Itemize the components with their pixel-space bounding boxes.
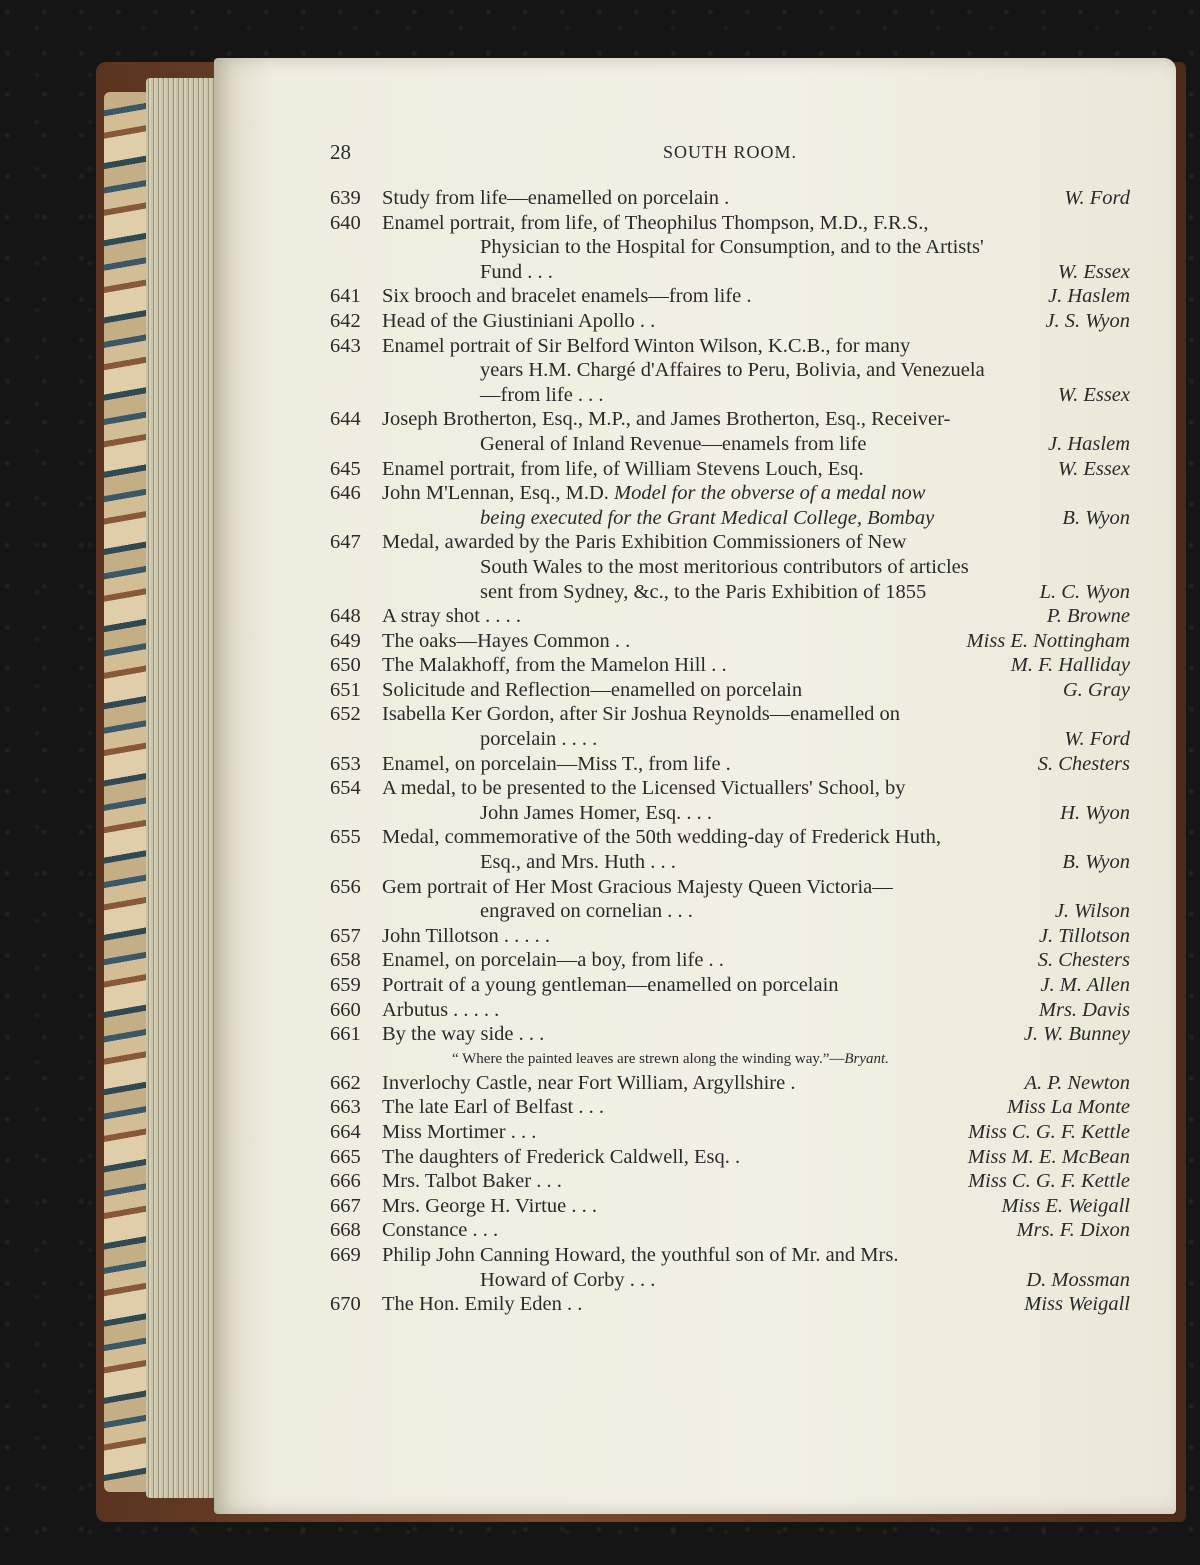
entry-title — [382, 948, 1030, 973]
catalogue-entry — [330, 1022, 1130, 1047]
entry-number: 639 — [330, 187, 361, 209]
artist-name: J. S. Wyon — [1045, 309, 1130, 332]
artist-name: Mrs. Davis — [1038, 998, 1130, 1021]
entry-title — [382, 555, 1130, 580]
entry-title-text: The daughters of Frederick Caldwell, Esq. . — [382, 1145, 741, 1168]
catalogue-entry — [330, 998, 1130, 1023]
entry-number: 650 — [330, 654, 361, 677]
artist-name: Miss E. Nottingham — [966, 629, 1130, 652]
entry-line — [330, 1218, 1130, 1243]
entry-title-text: Joseph Brotherton, Esq., M.P., and James Brotherton, Esq., Receiver- — [382, 408, 951, 431]
entry-title — [382, 678, 1055, 703]
entry-title — [382, 457, 1050, 482]
entry-title — [382, 604, 1039, 629]
entry-title-text: John James Homer, Esq. . . . — [480, 801, 713, 824]
entry-title — [382, 1292, 1016, 1317]
entry-title — [382, 1169, 960, 1194]
entry-title — [382, 1243, 1130, 1268]
entry-number: 644 — [330, 408, 361, 431]
entry-number: 658 — [330, 949, 361, 972]
entry-number: 642 — [330, 309, 361, 332]
entry-line — [330, 727, 1130, 752]
entry-line — [330, 407, 1130, 432]
entry-line — [330, 580, 1130, 605]
entry-title-text: The Malakhoff, from the Mamelon Hill . . — [382, 654, 727, 677]
entry-title-text: Enamel portrait of Sir Belford Winton Wilson, K.C.B., for many — [382, 334, 911, 357]
artist-name: H. Wyon — [1060, 801, 1130, 824]
entry-note: Model for the obverse of a medal now — [608, 482, 926, 505]
catalogue-entry — [330, 457, 1130, 482]
entry-title — [382, 580, 1032, 605]
entry-title — [382, 629, 959, 654]
entry-line — [330, 825, 1130, 850]
entry-title — [382, 899, 1047, 924]
catalogue-entry — [330, 825, 1130, 874]
entry-title — [382, 875, 1130, 900]
entry-title-text: John Tillotson . . . . . — [382, 924, 551, 947]
entry-line — [330, 1169, 1130, 1194]
artist-name: S. Chesters — [1037, 949, 1130, 972]
artist-name: L. C. Wyon — [1039, 580, 1130, 603]
artist-name: M. F. Halliday — [1010, 654, 1130, 677]
entry-line — [330, 309, 1130, 334]
entry-title-text: A stray shot . . . . — [382, 605, 521, 628]
entry-title — [382, 1095, 999, 1120]
entry-line — [330, 801, 1130, 826]
entry-number: 654 — [330, 777, 361, 800]
entry-line — [330, 1292, 1130, 1317]
artist-name: Mrs. F. Dixon — [1016, 1219, 1130, 1242]
entry-number: 659 — [330, 974, 361, 996]
catalogue-entry — [330, 604, 1130, 629]
entry-line — [330, 998, 1130, 1023]
artist-name: J. Tillotson — [1038, 924, 1130, 947]
catalogue-entry — [330, 334, 1130, 408]
entry-line — [330, 924, 1130, 949]
artist-name: Miss Weigall — [1024, 1293, 1130, 1316]
entry-title-text: Philip John Canning Howard, the youthful son of Mr. and Mrs. — [382, 1243, 899, 1266]
catalogue-entry — [330, 678, 1130, 703]
entry-title — [382, 850, 1054, 875]
entry-title-text: Howard of Corby . . . — [480, 1268, 656, 1291]
entry-line — [330, 973, 1130, 998]
entry-number: 664 — [330, 1120, 361, 1143]
artist-name: W. Essex — [1057, 260, 1130, 283]
entry-title — [382, 1071, 1016, 1096]
entry-number: 656 — [330, 875, 361, 898]
catalogue-entry — [330, 752, 1130, 777]
entry-number: 670 — [330, 1293, 361, 1316]
quotation-text: “ Where the painted leaves are strewn along the winding way.”— — [452, 1050, 845, 1067]
artist-name: W. Essex — [1057, 383, 1130, 406]
artist-name: W. Ford — [1064, 187, 1130, 209]
entry-number: 641 — [330, 285, 361, 308]
entry-line — [330, 604, 1130, 629]
entry-title-text: Enamel portrait, from life, of William Stevens Louch, Esq. — [382, 457, 864, 480]
entry-title-text: The Hon. Emily Eden . . — [382, 1293, 583, 1316]
catalogue-entry — [330, 924, 1130, 949]
catalogue-entry — [330, 973, 1130, 998]
page-number: 28 — [330, 140, 351, 164]
entry-line — [330, 1268, 1130, 1293]
catalogue-entry — [330, 309, 1130, 334]
catalogue-entry — [330, 407, 1130, 456]
entry-line — [330, 1022, 1130, 1047]
entry-line — [330, 948, 1130, 973]
artist-name: S. Chesters — [1037, 752, 1130, 775]
entry-title — [382, 998, 1031, 1023]
entry-number: 649 — [330, 629, 361, 652]
entry-title-text: General of Inland Revenue—enamels from life — [480, 432, 867, 455]
artist-name: B. Wyon — [1062, 851, 1130, 874]
entry-number: 668 — [330, 1219, 361, 1242]
entry-line — [330, 1145, 1130, 1170]
entry-title-text: Esq., and Mrs. Huth . . . — [480, 851, 676, 874]
entry-title — [382, 284, 1040, 309]
catalogue-entry — [330, 530, 1130, 604]
entry-title — [382, 1145, 960, 1170]
entry-number: 667 — [330, 1194, 361, 1217]
entry-title-text: years H.M. Chargé d'Affaires to Peru, Bolivia, and Venezuela — [480, 359, 985, 382]
entry-line — [330, 530, 1130, 555]
entry-line — [330, 432, 1130, 457]
entry-title — [382, 235, 1130, 260]
catalogue-entry — [330, 481, 1130, 530]
entry-line — [330, 506, 1130, 531]
entry-number: 647 — [330, 531, 361, 554]
artist-name: J. W. Bunney — [1023, 1023, 1130, 1046]
entry-number: 657 — [330, 924, 361, 947]
entry-number: 651 — [330, 678, 361, 701]
entry-number: 669 — [330, 1243, 361, 1266]
entry-title — [382, 383, 1050, 408]
entry-title — [382, 973, 1032, 998]
entry-title — [382, 358, 1130, 383]
entry-title — [382, 653, 1003, 678]
entry-title-text: Constance . . . — [382, 1219, 499, 1242]
running-head: SOUTH ROOM. — [662, 142, 797, 162]
catalogue-entry — [330, 186, 1130, 211]
catalogue-entry — [330, 1292, 1130, 1317]
page-header — [330, 140, 1130, 172]
entry-title — [382, 702, 1130, 727]
artist-name: W. Ford — [1064, 728, 1130, 751]
entry-title — [382, 1268, 1018, 1293]
artist-name: P. Browne — [1046, 605, 1130, 628]
artist-name: Miss E. Weigall — [1001, 1194, 1130, 1217]
entry-line — [330, 260, 1130, 285]
entry-title-text: Portrait of a young gentleman—enamelled on porcelain — [382, 974, 839, 996]
catalogue-entry — [330, 211, 1130, 285]
entry-line — [330, 899, 1130, 924]
artist-name: W. Essex — [1057, 457, 1130, 480]
entry-line — [330, 653, 1130, 678]
entry-number: 655 — [330, 826, 361, 849]
entry-title — [382, 334, 1130, 359]
entry-title — [382, 530, 1130, 555]
entry-title — [382, 506, 1054, 531]
artist-name: J. Haslem — [1048, 432, 1130, 455]
entry-title-text: Miss Mortimer . . . — [382, 1120, 537, 1143]
entry-line — [330, 186, 1130, 211]
entry-number: 665 — [330, 1145, 361, 1168]
entry-title-text: The late Earl of Belfast . . . — [382, 1096, 604, 1119]
artist-name: Miss C. G. F. Kettle — [968, 1120, 1130, 1143]
entry-line — [330, 358, 1130, 383]
entry-line — [330, 1194, 1130, 1219]
entry-title-text: sent from Sydney, &c., to the Paris Exhibition of 1855 — [480, 580, 927, 603]
entry-number: 646 — [330, 482, 361, 505]
entry-number: 653 — [330, 752, 361, 775]
catalogue-entry — [330, 1095, 1130, 1120]
entry-title — [382, 1194, 993, 1219]
entry-title-text: Inverlochy Castle, near Fort William, Argyllshire . — [382, 1071, 796, 1094]
entry-title-text: Solicitude and Reflection—enamelled on porcelain — [382, 678, 803, 701]
entry-title-text: Gem portrait of Her Most Gracious Majesty Queen Victoria— — [382, 875, 893, 898]
catalogue-entry — [330, 1194, 1130, 1219]
entry-number: 660 — [330, 998, 361, 1021]
entry-title — [382, 752, 1030, 777]
entry-title — [382, 260, 1050, 285]
entry-title-text: By the way side . . . — [382, 1023, 545, 1046]
entry-title — [382, 1022, 1016, 1047]
entry-line — [330, 850, 1130, 875]
catalogue-entry — [330, 284, 1130, 309]
entry-title-text: Medal, commemorative of the 50th wedding-day of Frederick Huth, — [382, 826, 942, 849]
entry-title-text: John M'Lennan, Esq., M.D. — [382, 482, 609, 505]
entry-title — [382, 801, 1052, 826]
entry-title-text: Study from life—enamelled on porcelain . — [382, 187, 730, 209]
artist-name: A. P. Newton — [1024, 1071, 1130, 1094]
entry-title — [382, 924, 1031, 949]
entry-title-text: South Wales to the most meritorious contributors of articles — [480, 555, 969, 578]
artist-name: B. Wyon — [1062, 506, 1130, 529]
entry-number: 661 — [330, 1023, 361, 1046]
entry-number: 645 — [330, 457, 361, 480]
entry-number: 652 — [330, 703, 361, 726]
entry-title-text: Mrs. Talbot Baker . . . — [382, 1170, 562, 1193]
entry-line — [330, 702, 1130, 727]
entry-title-text: Arbutus . . . . . — [382, 998, 500, 1021]
entry-line — [330, 1095, 1130, 1120]
entry-title — [382, 481, 1130, 506]
entry-line — [330, 776, 1130, 801]
entry-line — [330, 1243, 1130, 1268]
entry-note: being executed for the Grant Medical College, Bombay — [480, 506, 935, 529]
entry-title-text: Isabella Ker Gordon, after Sir Joshua Reynolds—enamelled on — [382, 703, 901, 726]
entry-line — [330, 481, 1130, 506]
artist-name: Miss C. G. F. Kettle — [968, 1170, 1130, 1193]
entry-title-text: —from life . . . — [480, 383, 604, 406]
entry-title-text: porcelain . . . . — [480, 728, 598, 751]
artist-name: J. Wilson — [1054, 900, 1130, 923]
entry-title — [382, 776, 1130, 801]
entry-title-text: A medal, to be presented to the Licensed Victuallers' School, by — [382, 777, 906, 800]
entry-title — [382, 407, 1130, 432]
catalogue-entry — [330, 1169, 1130, 1194]
entry-number: 663 — [330, 1096, 361, 1119]
catalogue-entry — [330, 948, 1130, 973]
catalogue-entry — [330, 875, 1130, 924]
catalogue-entry — [330, 1120, 1130, 1145]
page-content — [330, 140, 1130, 1316]
catalogue-entry — [330, 1145, 1130, 1170]
entry-title-text: Enamel, on porcelain—Miss T., from life . — [382, 752, 731, 775]
artist-name: Miss La Monte — [1007, 1096, 1130, 1119]
entry-title — [382, 1218, 1008, 1243]
entry-title — [382, 211, 1130, 236]
entry-line — [330, 383, 1130, 408]
entry-title — [382, 432, 1040, 457]
entry-line — [330, 457, 1130, 482]
entry-line — [330, 678, 1130, 703]
entry-title-text: Medal, awarded by the Paris Exhibition Commissioners of New — [382, 531, 907, 554]
catalogue-entry — [330, 629, 1130, 654]
entry-title-text: Enamel, on porcelain—a boy, from life . . — [382, 949, 724, 972]
artist-name: Miss M. E. McBean — [967, 1145, 1130, 1168]
entry-number: 643 — [330, 334, 361, 357]
marbled-endpaper — [104, 92, 150, 1492]
entry-title-text: Mrs. George H. Virtue . . . — [382, 1194, 597, 1217]
artist-name: J. M. Allen — [1040, 974, 1130, 996]
artist-name: D. Mossman — [1026, 1268, 1130, 1291]
catalogue-entry — [330, 702, 1130, 751]
entry-quotation — [330, 1047, 1130, 1071]
entry-number: 640 — [330, 211, 361, 234]
quotation-source: Bryant. — [844, 1050, 889, 1067]
entry-title — [382, 727, 1056, 752]
entry-line — [330, 334, 1130, 359]
entry-number: 666 — [330, 1170, 361, 1193]
artist-name: J. Haslem — [1048, 285, 1130, 308]
entry-number: 648 — [330, 605, 361, 628]
entry-title-text: Fund . . . — [480, 260, 553, 283]
artist-name: G. Gray — [1062, 678, 1130, 701]
entry-line — [330, 211, 1130, 236]
entry-title — [382, 186, 1056, 211]
entry-line — [330, 875, 1130, 900]
entry-number: 662 — [330, 1071, 361, 1094]
entry-title-text: Enamel portrait, from life, of Theophilus Thompson, M.D., F.R.S., — [382, 211, 929, 234]
entry-line — [330, 752, 1130, 777]
catalogue-entries — [330, 186, 1130, 1317]
entry-line — [330, 1120, 1130, 1145]
catalogue-entry — [330, 1243, 1130, 1292]
entry-title-text: Six brooch and bracelet enamels—from life . — [382, 285, 752, 308]
entry-title — [382, 825, 1130, 850]
entry-line — [330, 284, 1130, 309]
catalogue-entry — [330, 653, 1130, 678]
catalogue-entry — [330, 1218, 1130, 1243]
entry-title-text: Physician to the Hospital for Consumption, and to the Artists' — [480, 236, 984, 259]
catalogue-entry — [330, 776, 1130, 825]
entry-title-text: engraved on cornelian . . . — [480, 900, 693, 923]
entry-line — [330, 1071, 1130, 1096]
entry-line — [330, 555, 1130, 580]
catalogue-entry — [330, 1071, 1130, 1096]
entry-title — [382, 309, 1037, 334]
entry-line — [330, 235, 1130, 260]
entry-title-text: Head of the Giustiniani Apollo . . — [382, 309, 656, 332]
entry-title — [382, 1120, 960, 1145]
entry-title-text: The oaks—Hayes Common . . — [382, 629, 631, 652]
entry-line — [330, 629, 1130, 654]
